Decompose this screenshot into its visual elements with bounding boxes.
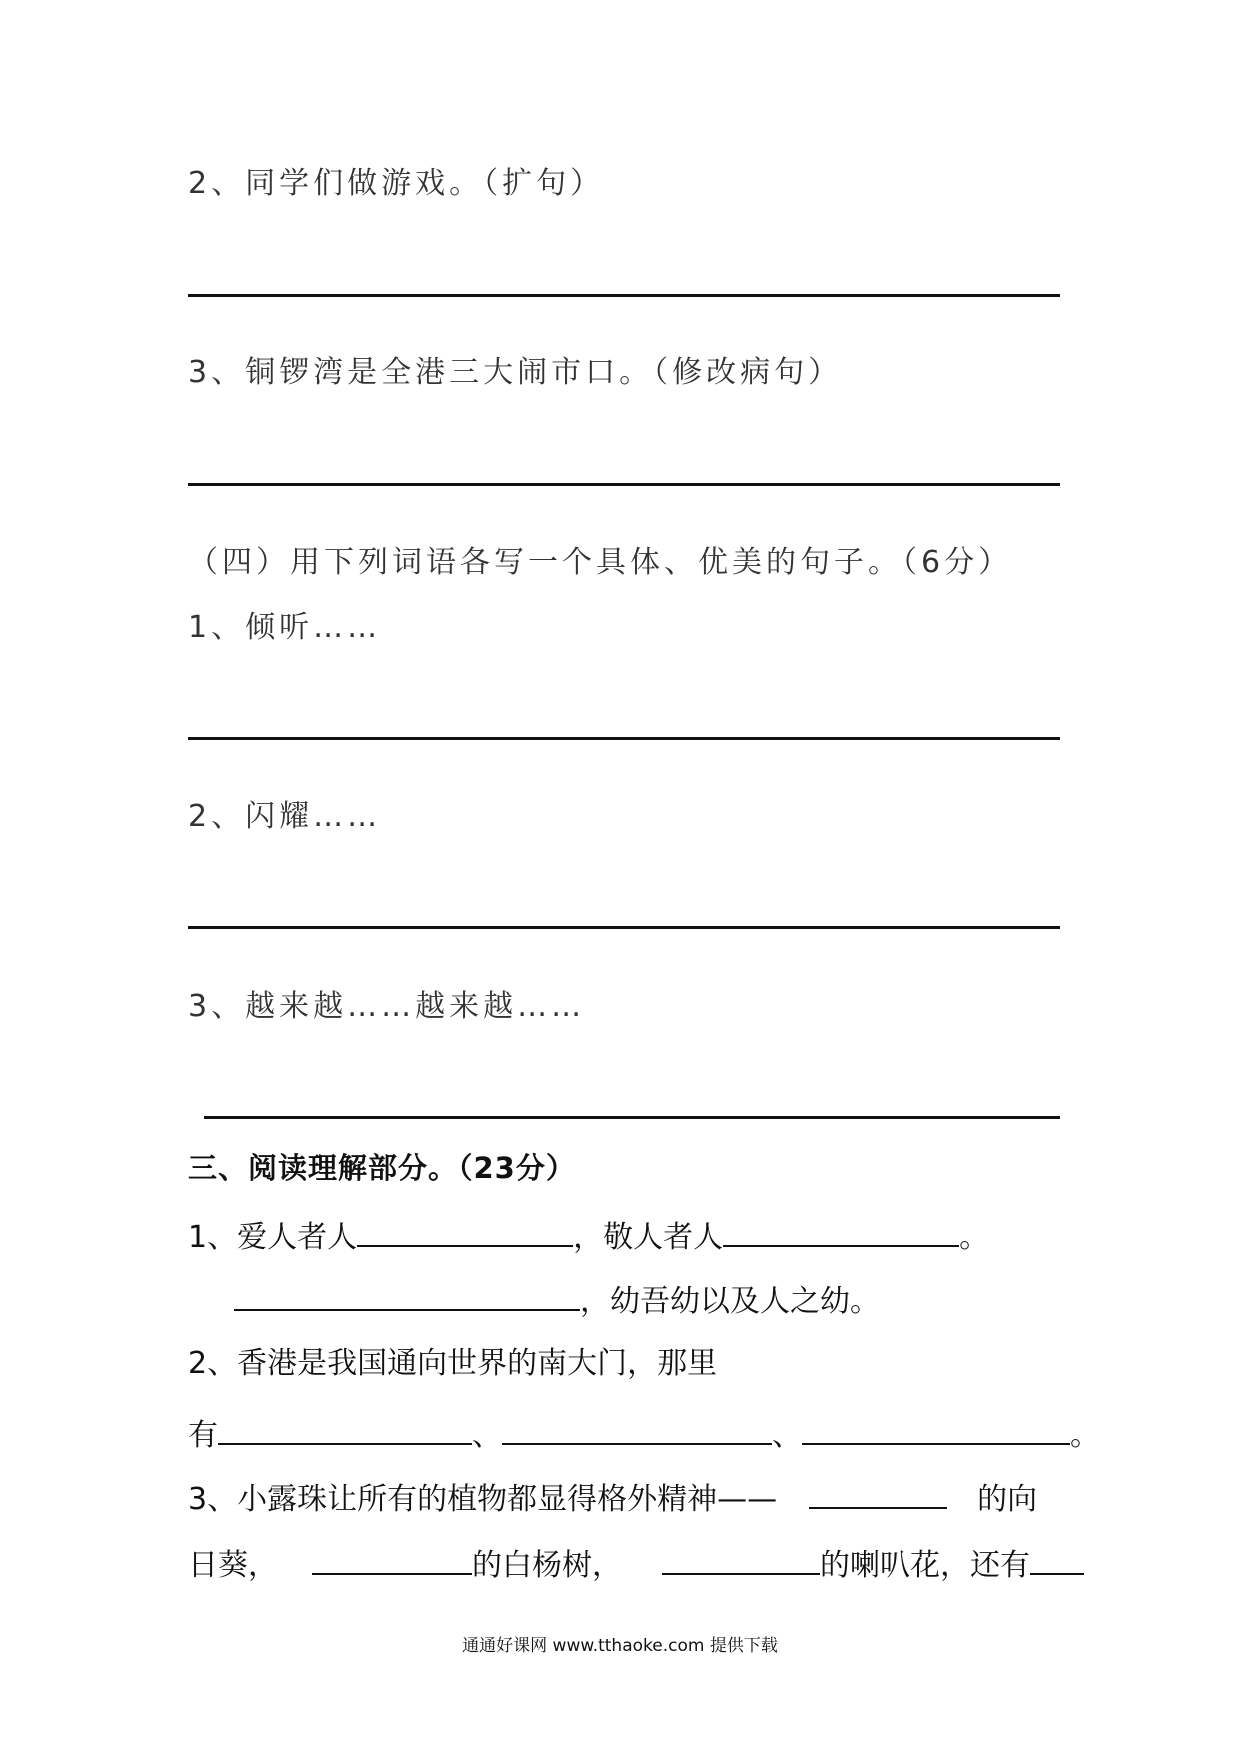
fill-blank[interactable] (1030, 1541, 1084, 1575)
q1-text-c: 。 (959, 1220, 990, 1255)
question-yuelaiyue: 3、越来越……越来越…… (188, 989, 586, 1024)
question-fix-sentence: 3、铜锣湾是全港三大闹市口。（修改病句） (188, 355, 843, 390)
q3-text-a: 3、小露珠让所有的植物都显得格外精神—— (188, 1482, 778, 1517)
answer-line[interactable] (204, 1116, 1060, 1119)
fill-blank[interactable] (312, 1541, 472, 1575)
q1-text-a: 1、爱人者人 (188, 1220, 358, 1255)
reading-question-1-line-1 (188, 1213, 989, 1258)
q3-text-d: 的白杨树， (472, 1548, 622, 1583)
q1-text-d: ，幼吾幼以及人之幼。 (580, 1284, 880, 1319)
q2-separator: 、 (472, 1418, 502, 1453)
q3-text-b: 的向 (977, 1482, 1038, 1517)
fill-blank[interactable] (234, 1277, 580, 1311)
question-expand-sentence: 2、同学们做游戏。（扩句） (188, 166, 605, 201)
section-four-title: （四）用下列词语各写一个具体、优美的句子。（6分） (188, 545, 1013, 580)
question-qingting: 1、倾听…… (188, 610, 382, 645)
q2-period: 。 (1070, 1418, 1100, 1453)
q3-text-c: 日葵， (188, 1548, 278, 1583)
reading-question-2-line-2 (188, 1411, 1100, 1456)
reading-question-3-line-2 (188, 1541, 1084, 1586)
fill-blank[interactable] (357, 1213, 573, 1247)
answer-line[interactable] (188, 737, 1060, 740)
fill-blank[interactable] (218, 1411, 472, 1445)
q2-text-you: 有 (188, 1418, 218, 1453)
reading-question-1-line-2 (234, 1277, 880, 1322)
answer-line[interactable] (188, 926, 1060, 929)
fill-blank[interactable] (723, 1213, 959, 1247)
q1-text-b: ，敬人者人 (573, 1220, 724, 1255)
q3-text-e: 的喇叭花，还有 (820, 1548, 1030, 1583)
fill-blank[interactable] (662, 1541, 820, 1575)
reading-section-title: 三、阅读理解部分。（23分） (188, 1151, 576, 1185)
fill-blank[interactable] (502, 1411, 772, 1445)
page-footer: 通通好课网 www.tthaoke.com 提供下载 (462, 1636, 778, 1656)
q2-separator: 、 (772, 1418, 802, 1453)
question-shanyao: 2、闪耀…… (188, 799, 382, 834)
reading-question-3-line-1 (188, 1475, 1037, 1520)
fill-blank[interactable] (802, 1411, 1070, 1445)
answer-line[interactable] (188, 294, 1060, 297)
reading-question-2-line-1: 2、香港是我国通向世界的南大门，那里 (188, 1346, 718, 1381)
fill-blank[interactable] (809, 1475, 947, 1509)
answer-line[interactable] (188, 483, 1060, 486)
